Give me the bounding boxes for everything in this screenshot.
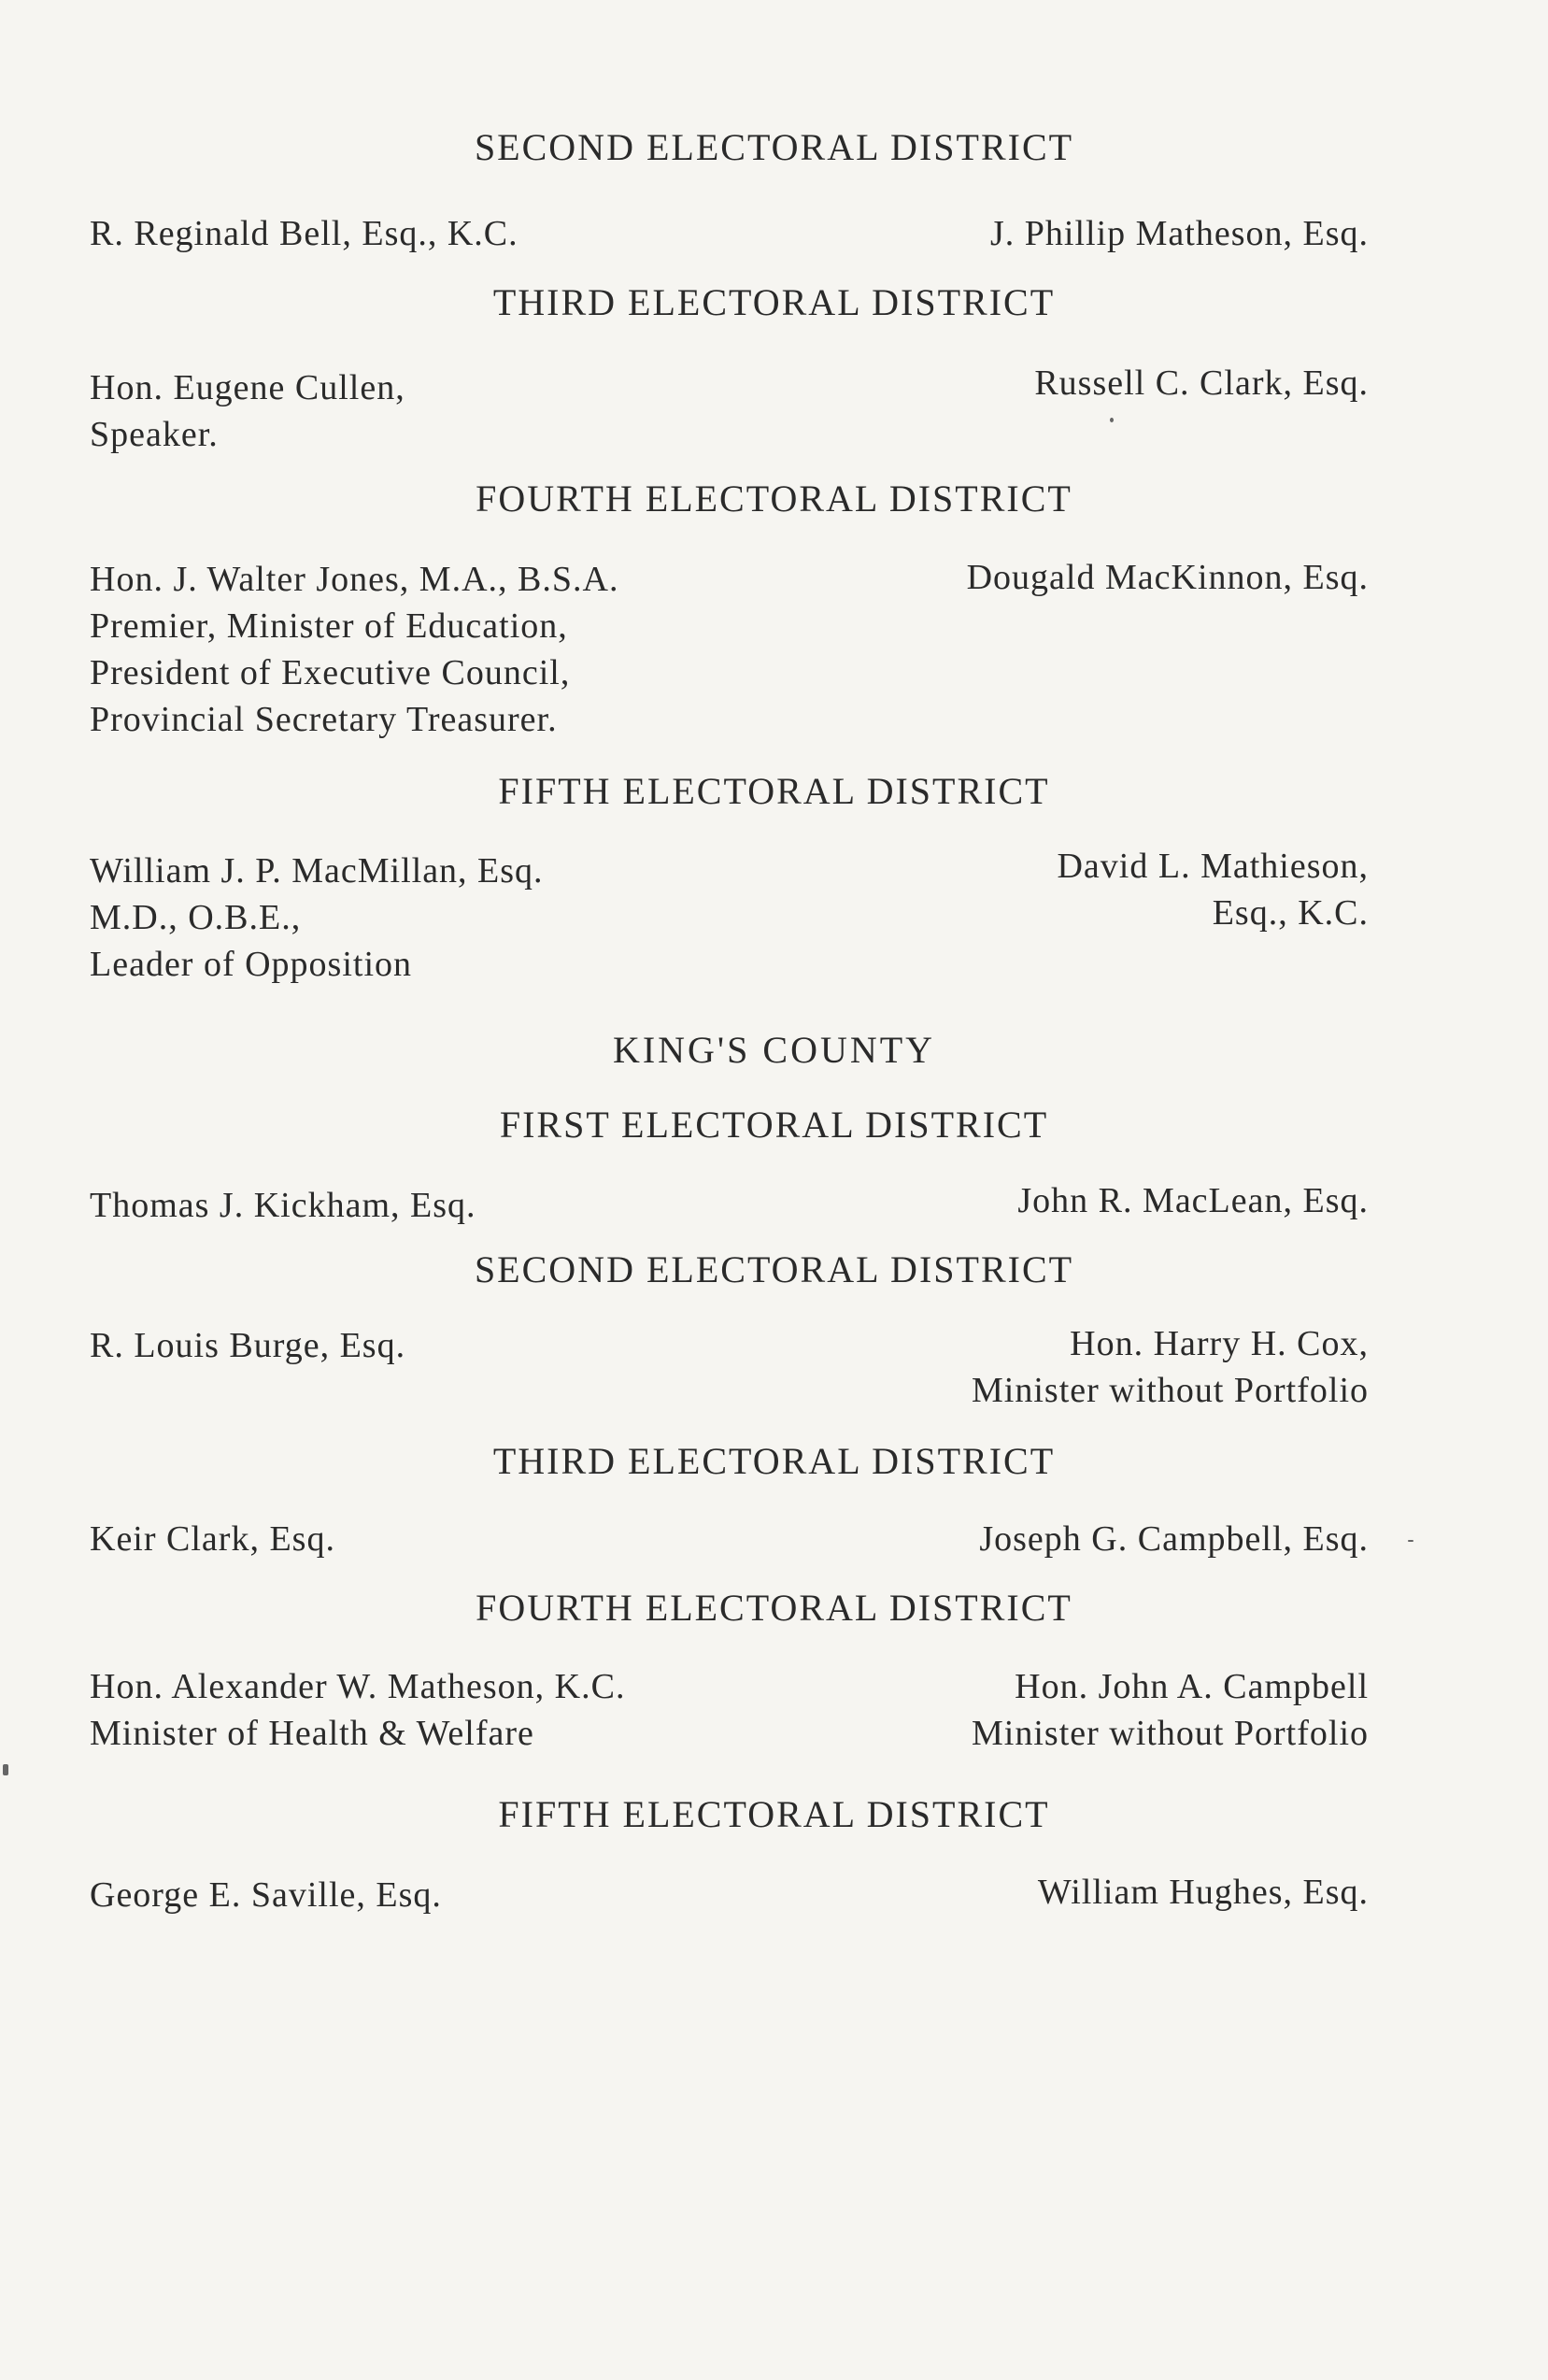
member-left	[90, 1872, 442, 1918]
member-line: William Hughes, Esq.	[1037, 1873, 1369, 1912]
member-line: Hon. Alexander W. Matheson, K.C.	[90, 1667, 626, 1706]
district-heading: FOURTH ELECTORAL DISTRICT	[476, 477, 1072, 520]
member-line: George E. Saville, Esq.	[90, 1875, 442, 1915]
member-line: Dougald MacKinnon, Esq.	[966, 558, 1369, 597]
member-line: Provincial Secretary Treasurer.	[90, 700, 558, 739]
member-right	[972, 1320, 1369, 1414]
member-line: Speaker.	[90, 415, 219, 454]
district-heading: FIFTH ELECTORAL DISTRICT	[498, 1793, 1050, 1835]
district-heading: THIRD ELECTORAL DISTRICT	[492, 1440, 1056, 1482]
member-line: Hon. J. Walter Jones, M.A., B.S.A.	[90, 560, 619, 599]
member-left	[90, 1516, 335, 1562]
print-speck	[3, 1764, 8, 1775]
county-heading: KING'S COUNTY	[612, 1029, 936, 1071]
member-line: Minister of Health & Welfare	[90, 1714, 534, 1753]
member-left	[90, 556, 618, 743]
member-right	[1057, 843, 1369, 936]
member-left	[90, 1322, 405, 1369]
member-right	[1038, 1869, 1369, 1916]
member-line: Keir Clark, Esq.	[90, 1519, 335, 1559]
member-line: Hon. Eugene Cullen,	[90, 368, 405, 407]
member-line: R. Louis Burge, Esq.	[90, 1326, 406, 1365]
member-line: Hon. Harry H. Cox,	[1070, 1324, 1369, 1363]
district-heading: FIRST ELECTORAL DISTRICT	[499, 1104, 1049, 1146]
member-line: R. Reginald Bell, Esq., K.C.	[90, 214, 518, 253]
member-line: M.D., O.B.E.,	[90, 898, 302, 937]
district-heading: SECOND ELECTORAL DISTRICT	[474, 126, 1074, 168]
member-line: Thomas J. Kickham, Esq.	[90, 1186, 476, 1225]
member-left	[90, 1182, 476, 1229]
member-line: Minister without Portfolio	[972, 1714, 1369, 1753]
member-right	[979, 1516, 1369, 1562]
district-heading: FOURTH ELECTORAL DISTRICT	[476, 1587, 1072, 1629]
member-left	[90, 848, 544, 988]
print-speck	[1408, 1540, 1413, 1542]
print-speck	[1110, 418, 1114, 422]
district-heading: THIRD ELECTORAL DISTRICT	[492, 281, 1056, 323]
member-right	[1034, 360, 1369, 406]
member-line: J. Phillip Matheson, Esq.	[989, 214, 1369, 253]
member-right	[990, 210, 1369, 257]
district-heading: SECOND ELECTORAL DISTRICT	[474, 1248, 1074, 1290]
member-left	[90, 210, 518, 257]
member-right	[972, 1663, 1369, 1757]
member-left	[90, 1663, 625, 1757]
member-line: William J. P. MacMillan, Esq.	[90, 851, 544, 891]
member-line: Hon. John A. Campbell	[1015, 1667, 1369, 1706]
member-left	[90, 364, 405, 458]
member-line: David L. Mathieson,	[1057, 847, 1369, 886]
district-heading: FIFTH ELECTORAL DISTRICT	[498, 770, 1050, 812]
member-line: Joseph G. Campbell, Esq.	[979, 1519, 1369, 1559]
member-line: President of Executive Council,	[90, 653, 571, 692]
member-line: John R. MacLean, Esq.	[1017, 1181, 1369, 1220]
member-line: Russell C. Clark, Esq.	[1034, 363, 1369, 403]
member-line: Esq., K.C.	[1212, 893, 1369, 933]
member-right	[1017, 1177, 1369, 1224]
member-right	[967, 554, 1369, 601]
member-line: Premier, Minister of Education,	[90, 606, 568, 646]
member-line: Minister without Portfolio	[972, 1371, 1369, 1410]
member-line: Leader of Opposition	[90, 945, 413, 984]
